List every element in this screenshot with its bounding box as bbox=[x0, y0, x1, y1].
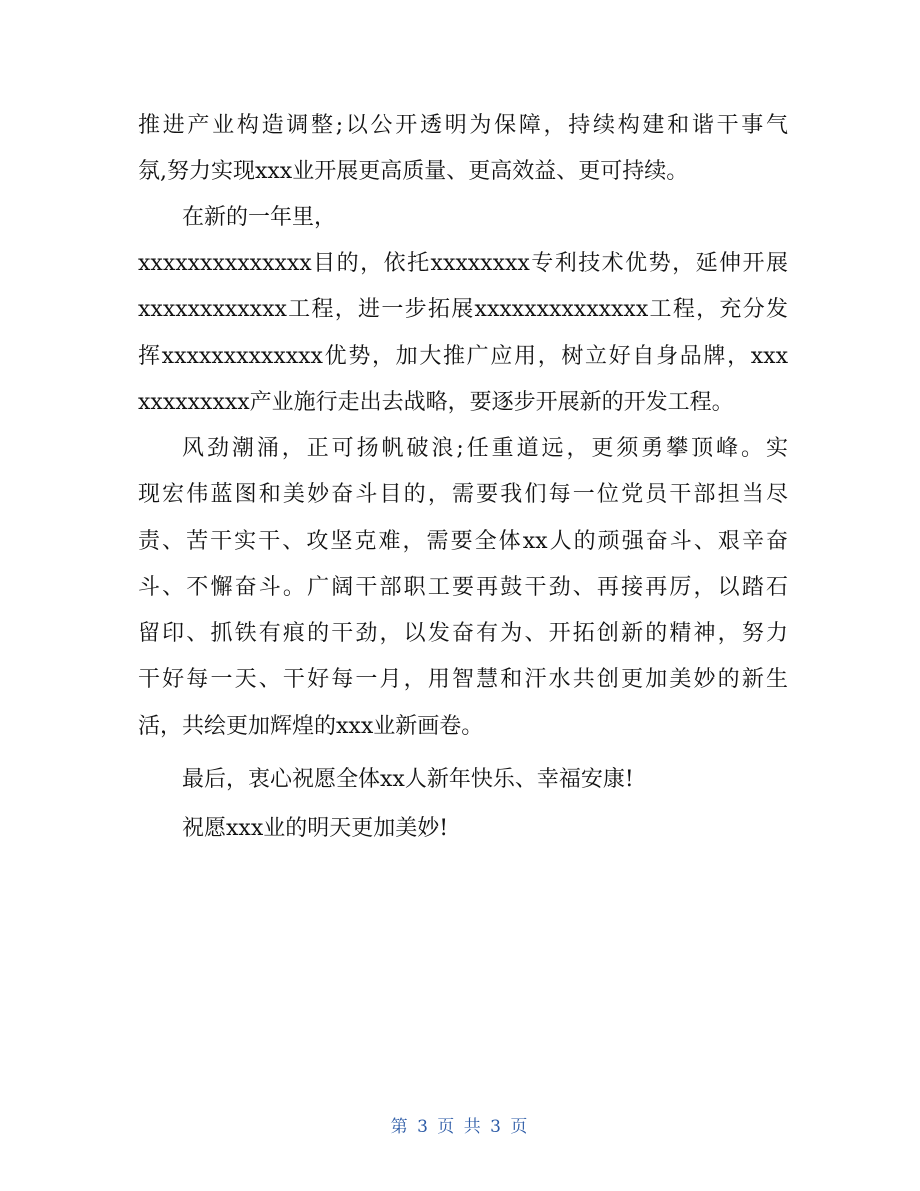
body-line-3: 在新的一年里， bbox=[182, 205, 337, 230]
body-line-2: 氛,努力实现xxx业开展更高质量、更高效益、更可持续。 bbox=[138, 159, 689, 184]
body-line-16: 祝愿xxx业的明天更加美妙! bbox=[182, 816, 449, 841]
body-line-14: 活，共绘更加辉煌的xxx业新画卷。 bbox=[138, 714, 484, 739]
body-line-6: 挥xxxxxxxxxxxxx优势，加大推广应用，树立好自身品牌，xxx bbox=[138, 344, 788, 369]
page-number-footer: 第 3 页 共 3 页 bbox=[390, 1117, 530, 1137]
body-line-12: 留印、抓铁有痕的干劲，以发奋有为、开拓创新的精神，努力 bbox=[138, 621, 788, 646]
body-line-4: xxxxxxxxxxxxxx目的，依托xxxxxxxx专利技术优势，延伸开展 bbox=[138, 251, 788, 276]
body-line-11: 斗、不懈奋斗。广阔干部职工要再鼓干劲、再接再厉，以踏石 bbox=[138, 575, 788, 600]
body-line-9: 现宏伟蓝图和美妙奋斗目的，需要我们每一位党员干部担当尽 bbox=[138, 482, 788, 507]
body-line-8: 风劲潮涌，正可扬帆破浪;任重道远，更须勇攀顶峰。实 bbox=[182, 436, 788, 461]
body-line-13: 干好每一天、干好每一月，用智慧和汗水共创更加美妙的新生 bbox=[138, 667, 788, 692]
body-line-1: 推进产业构造调整;以公开透明为保障，持续构建和谐干事气 bbox=[138, 113, 788, 138]
body-line-5: xxxxxxxxxxxx工程，进一步拓展xxxxxxxxxxxxxx工程，充分发 bbox=[138, 297, 788, 322]
body-line-15: 最后，衷心祝愿全体xx人新年快乐、幸福安康! bbox=[182, 767, 634, 792]
body-line-10: 责、苦干实干、攻坚克难，需要全体xx人的顽强奋斗、艰辛奋 bbox=[138, 529, 788, 554]
body-line-7: xxxxxxxxx产业施行走出去战略，要逐步开展新的开发工程。 bbox=[138, 390, 734, 415]
